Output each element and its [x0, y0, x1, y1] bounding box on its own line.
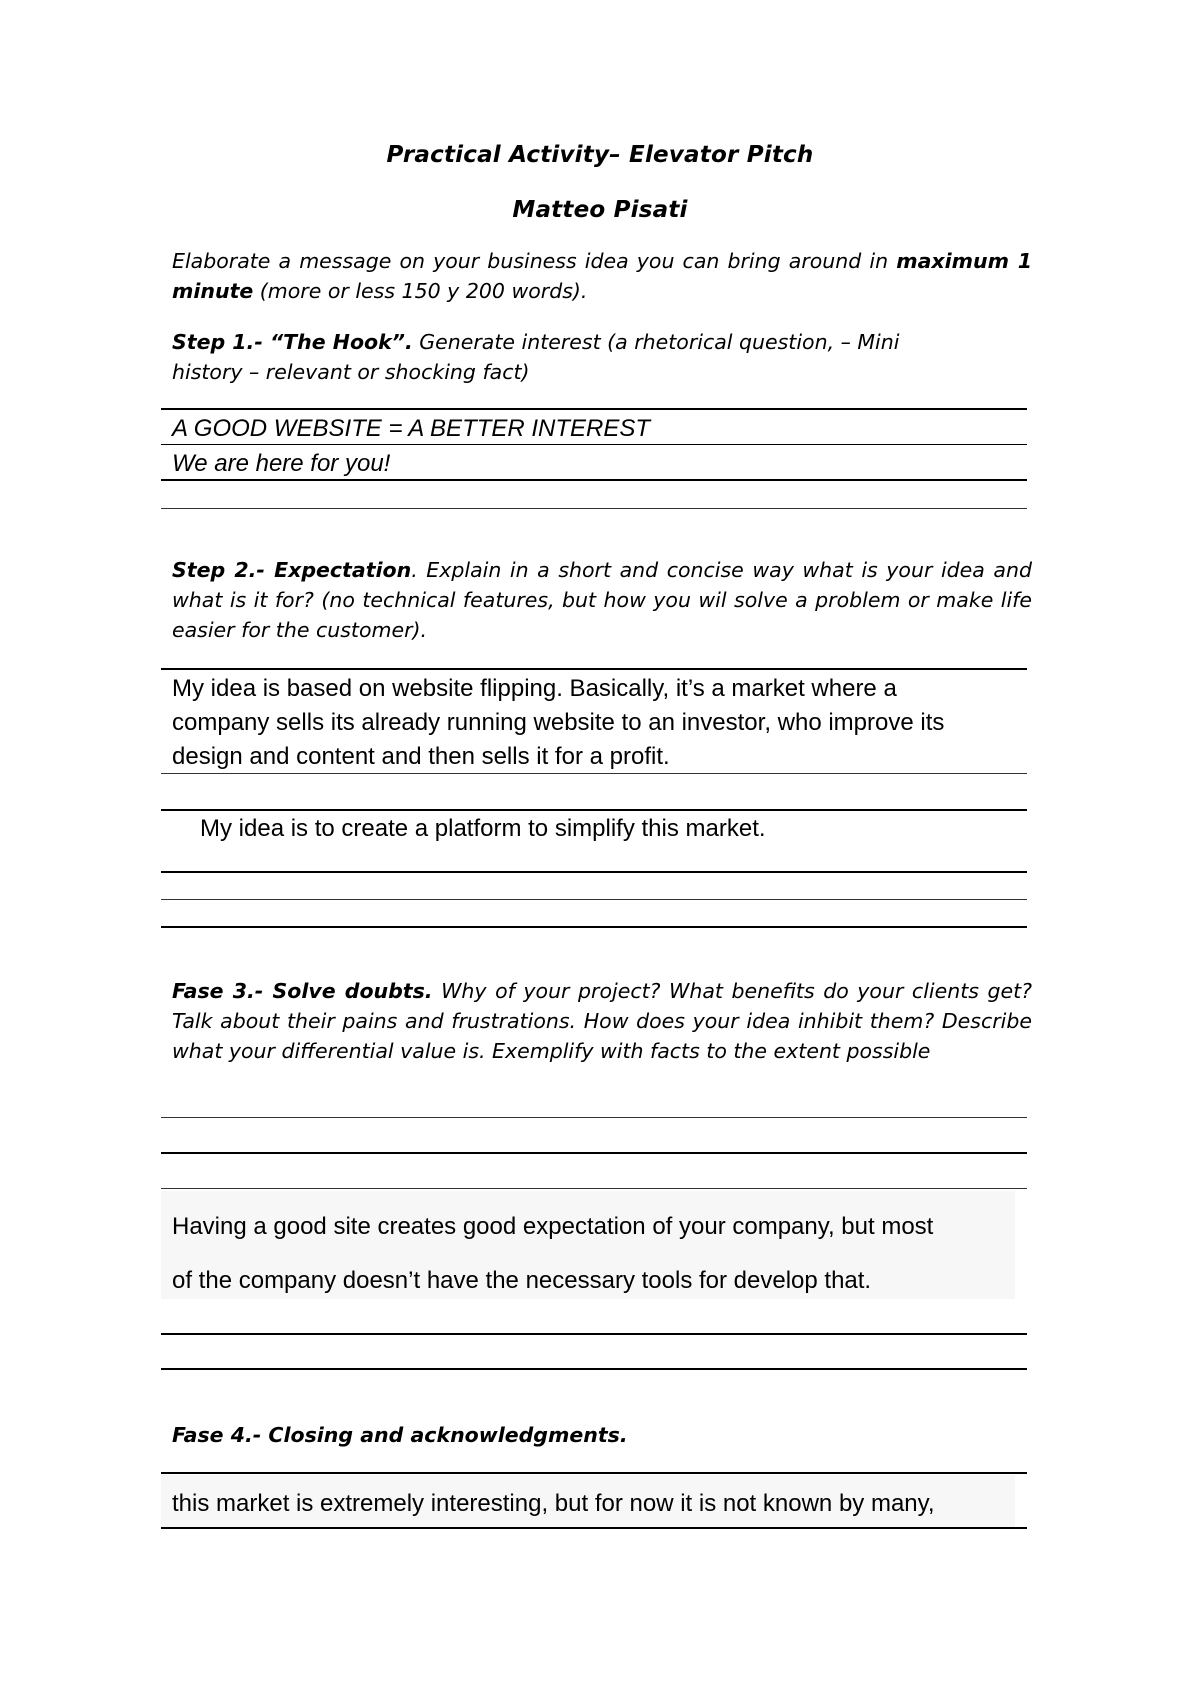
step2-instruction — [172, 555, 1032, 645]
answer-line — [161, 668, 1027, 670]
step1-label: Step 1.- “The Hook”. — [172, 330, 413, 354]
step2-answer-2: My idea is to create a platform to simplify this market. — [200, 815, 766, 842]
answer-line — [161, 871, 1027, 873]
answer-line — [161, 809, 1027, 811]
answer-line — [161, 1333, 1027, 1335]
step3-answer-line-2: of the company doesn’t have the necessary tools for develop that. — [172, 1267, 872, 1294]
answer-line — [161, 1368, 1027, 1370]
document-title: Practical Activity– Elevator Pitch — [386, 142, 814, 168]
step4-answer-block — [161, 1475, 1015, 1527]
author-name: Matteo Pisati — [512, 197, 688, 223]
step1-text-line1: Generate interest (a rhetorical question, – Mini — [412, 330, 900, 354]
step1-answer-2: We are here for you! — [172, 450, 391, 477]
answer-line — [161, 1117, 1027, 1118]
answer-line — [161, 1527, 1027, 1529]
answer-line — [161, 773, 1027, 774]
step1-answer-1: A GOOD WEBSITE = A BETTER INTEREST — [172, 415, 651, 442]
step3-answer-block — [161, 1191, 1015, 1299]
step3-label: Fase 3.- Solve doubts. — [172, 979, 433, 1003]
step2-answer-line-1: My idea is based on website flipping. Basically, it’s a market where a — [172, 675, 897, 702]
step4-answer: this market is extremely interesting, but for now it is not known by many, — [172, 1490, 935, 1517]
answer-line — [161, 1188, 1027, 1189]
step1-text-line2: history – relevant or shocking fact) — [172, 360, 530, 384]
step1-instruction — [172, 327, 1032, 387]
answer-line — [161, 479, 1027, 481]
step4-instruction — [172, 1420, 1032, 1450]
answer-line — [161, 1472, 1027, 1474]
answer-line — [161, 899, 1027, 900]
step2-text: . Explain in a short and concise way what is your idea and what is it for? (no technical features, but how you wil solve a problem or make life easier for the customer). — [172, 558, 1033, 642]
answer-line — [161, 1152, 1027, 1154]
intro-text-b: (more or less 150 y 200 words). — [253, 279, 588, 303]
answer-line — [161, 926, 1027, 928]
intro-instruction — [172, 246, 1032, 306]
step3-instruction — [172, 976, 1032, 1066]
step2-label: Step 2.- Expectation — [172, 558, 412, 582]
step3-text: Why of your project? What benefits do your clients get? Talk about their pains and frustrations. How does your idea inhibit them? Describe what your differential value is. Exemplify with facts to the extent possible — [172, 979, 1032, 1063]
step2-answer-line-3: design and content and then sells it for a profit. — [172, 743, 670, 770]
answer-line — [161, 444, 1027, 445]
answer-line — [161, 508, 1027, 509]
intro-bold: maximum 1 minute — [172, 249, 1032, 303]
step2-answer-line-2: company sells its already running website to an investor, who improve its — [172, 709, 945, 736]
intro-text-a: Elaborate a message on your business idea you can bring around in — [172, 249, 889, 273]
step3-answer-line-1: Having a good site creates good expectation of your company, but most — [172, 1213, 934, 1240]
step4-label: Fase 4.- Closing and acknowledgments. — [172, 1423, 628, 1447]
answer-line — [161, 408, 1027, 410]
